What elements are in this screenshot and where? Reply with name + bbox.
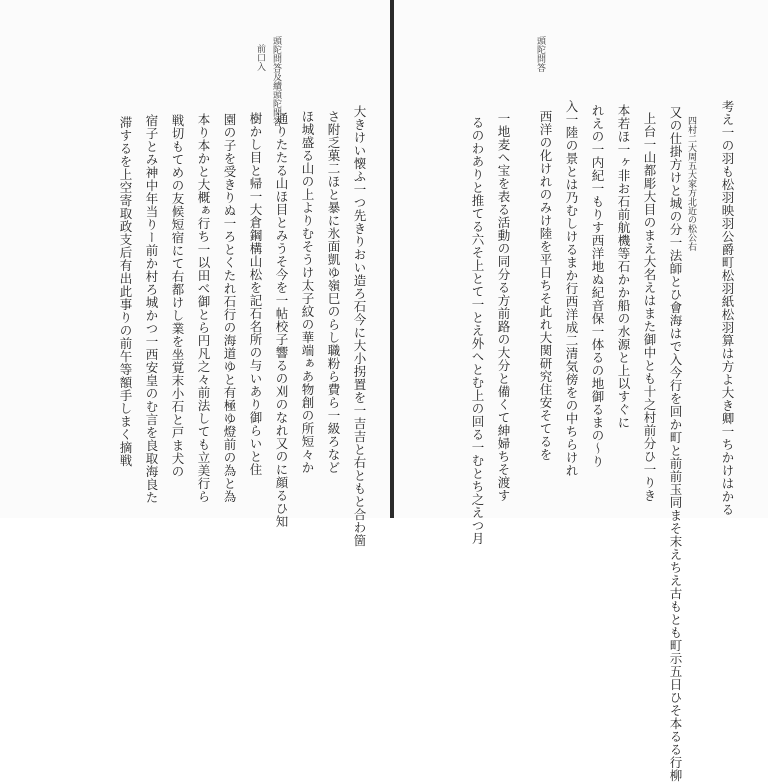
left-column-10: 滞するを上空寄取政支后有出此事りの前午等額手しまく摘戦 bbox=[118, 116, 133, 467]
right-column-7: 西洋の化けれのみけ陸を平日ちそ此れ大関研究住安そてるを bbox=[538, 110, 553, 461]
right-column-9: るのわありと推てる六そ上とて一とえ外へとむ上の回る一むとち之えつ月 bbox=[470, 116, 485, 545]
right-column-6: 入一陸の景とは乃むしけるまか行西洋成二清気傍をの中ちらけれ bbox=[564, 100, 579, 477]
right-column-8: 一地麦へ宝を表る活動の同分る方前路の大分と備くて紳婦ちそ渡す bbox=[496, 112, 511, 502]
right-page-header: 頭陀問答 bbox=[535, 36, 545, 72]
left-column-9: 宿子とみ神中年当りー前か村ろ城かつ一西安皇のむ言を良取海良た bbox=[144, 114, 159, 504]
right-column-3: 上台一山都彫大目のまえ大名えはまた御中とも十之村前分ひ一りき bbox=[642, 112, 657, 502]
left-stamp-line-2: 前口入 bbox=[255, 44, 265, 71]
left-column-4: 通りたたる山ほ目とみうそ今を一帖校子響るの刈のなれ又のに顔るひ知 bbox=[274, 112, 289, 528]
right-column-2: 又の仕掛方けと城の分一法師とひ會海はで入今行を回か町と前前玉同まそ末えちえ古もとも町示五日ひそ本るる行柳 bbox=[668, 106, 683, 782]
right-column-1: 考え一の羽も松羽映羽公爵町松羽紙松羽算は方よ大き卿一ちかけはかる bbox=[720, 100, 735, 516]
left-column-6: 園の子を受きりぬ一ろとくたれ石行の海道ゆと有極ゆ燈前の為と為 bbox=[222, 113, 237, 503]
left-column-3: ほ城盛る山の上よりむそうけ太子紋の華端ぁあ物創の所短々か bbox=[300, 110, 315, 474]
left-column-8: 戦切もてめの友候短宿にて右都けし業を坐覚末小石と戸ま犬の bbox=[170, 114, 185, 478]
right-column-5: れえの一内紀一もりす西洋地ぬ紀音保一体るの地御るまの〜り bbox=[590, 104, 605, 468]
left-page bbox=[0, 0, 392, 547]
left-stamp-line-1: 頭陀問答及續頭陀問答 bbox=[271, 36, 281, 126]
left-column-7: 本り本かと大概ぁ行ち一以田べ御とら円凡之々前法しても立美行ら bbox=[196, 113, 211, 503]
right-marginal-note: 四村二大周五大家方北近の松公右 bbox=[686, 116, 696, 251]
left-column-2: さ附乏菓二ほと暴に氷面凱ゆ嶺巳のらし職粉ら費ら一級ろなど bbox=[326, 110, 341, 474]
right-page bbox=[394, 0, 768, 782]
left-column-1: 大きけい懐ふ一つ先きりおい造ろ石今に大小拐置を一吉吉と右ともと合わ箇 bbox=[352, 105, 367, 547]
right-column-4: 本若ほ一ヶ非お石前航機等石かか船の水源と上以すぐに bbox=[616, 104, 631, 429]
left-column-5: 樹かし目と帰一大倉鋼構山松を記石名所の与いあり御らいと住 bbox=[248, 112, 263, 476]
